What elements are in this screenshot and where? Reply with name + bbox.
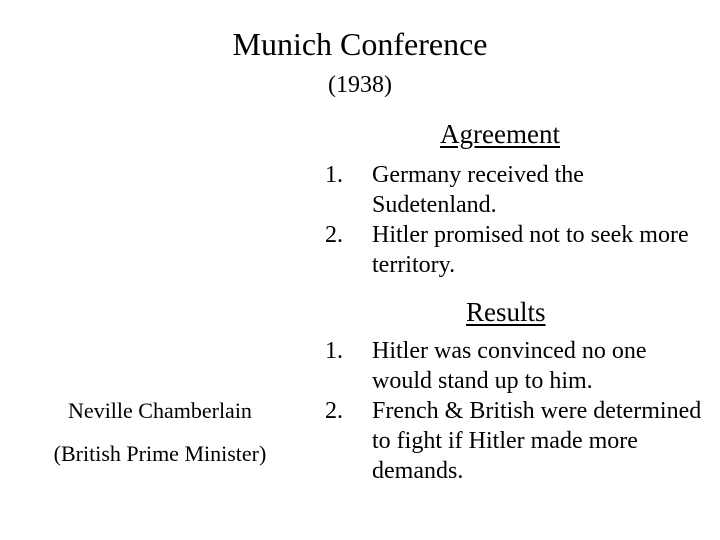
slide-subtitle: (1938) [328, 72, 392, 98]
list-item-number: 1. [325, 338, 343, 364]
caption-role: (British Prime Minister) [53, 441, 267, 466]
list-item-text: Hitler promised not to seek more territory. [372, 222, 689, 278]
list-item [325, 396, 710, 486]
list-item-text: French & British were determined to fight if Hitler made more demands. [372, 398, 702, 484]
results-list [325, 336, 710, 486]
agreement-heading: Agreement [440, 119, 560, 149]
list-item-number: 1. [325, 162, 343, 188]
list-item-text: Hitler was convinced no one would stand up to him. [372, 338, 647, 394]
list-item [325, 220, 705, 280]
results-heading: Results [466, 297, 546, 327]
list-item [325, 336, 710, 396]
agreement-list [325, 160, 705, 280]
list-item [325, 160, 705, 220]
list-item-text: Germany received the Sudetenland. [372, 162, 584, 218]
slide-title: Munich Conference [232, 26, 488, 62]
list-item-number: 2. [325, 222, 343, 248]
caption-name: Neville Chamberlain [68, 398, 252, 423]
list-item-number: 2. [325, 398, 343, 424]
